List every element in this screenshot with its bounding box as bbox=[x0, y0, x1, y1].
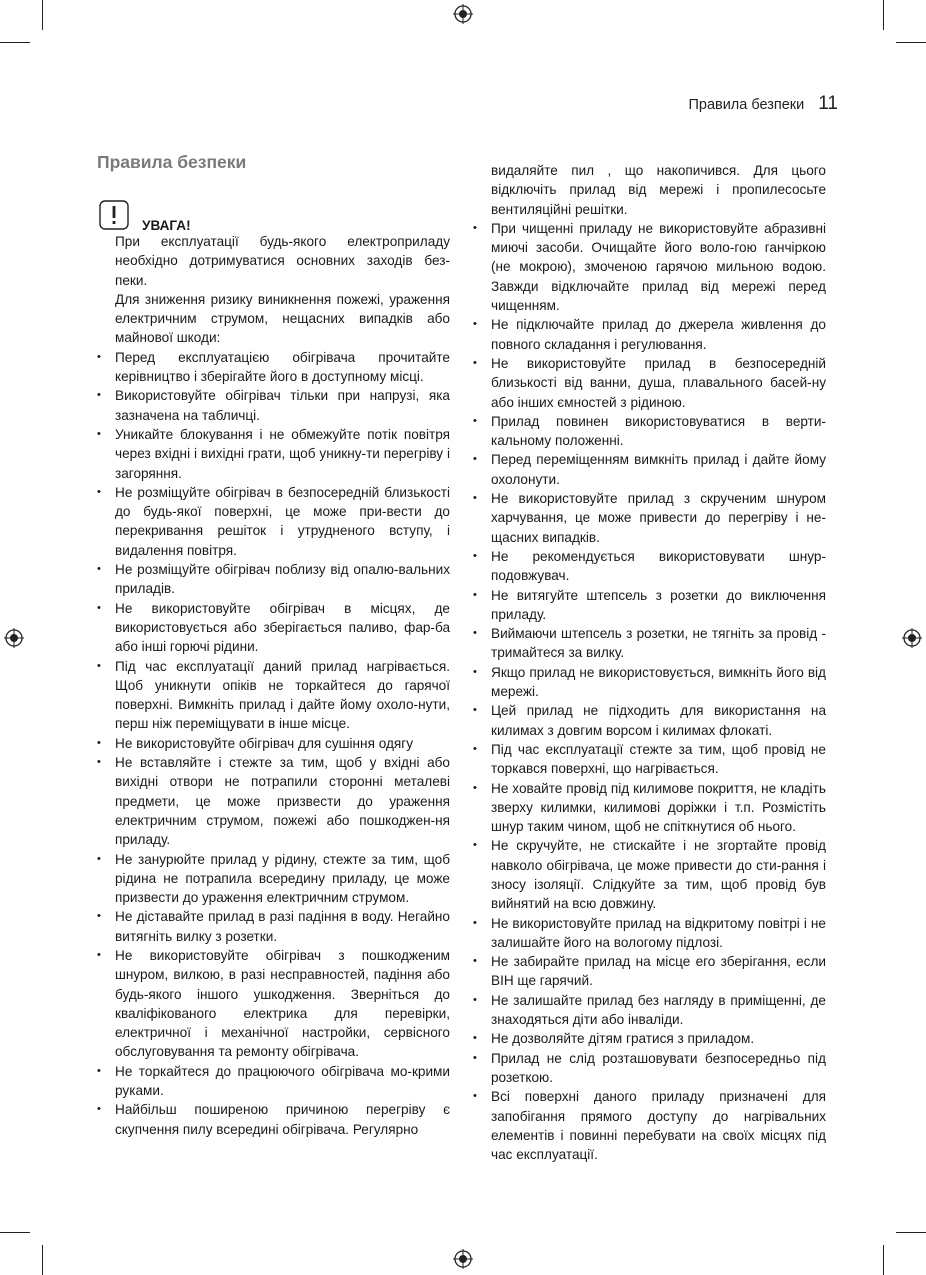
warning-heading bbox=[97, 200, 450, 232]
list-item: • Перед переміщенням вимкніть прилад і дайте йому охолонути. bbox=[473, 450, 826, 489]
crop-mark-top-left-v bbox=[42, 0, 43, 30]
crop-mark-top-right-h bbox=[896, 42, 926, 43]
list-item: • Не дозволяйте дітям гратися з приладом. bbox=[473, 1029, 826, 1048]
list-item: • Під час експлуатації стежте за тим, щоб провід не торкався поверхні, що нагрівається. bbox=[473, 740, 826, 779]
crop-mark-top-right-v bbox=[883, 0, 884, 30]
list-item: • Уникайте блокування і не обмежуйте потік повітря через вхідні і вихідні грати, щоб уникну-ти перегріву і загоряння. bbox=[97, 425, 450, 483]
list-item: • Не скручуйте, не стискайте і не згортайте провід навколо обігрівача, це може привести до сти-рання і зносу ізоляції. Слідкуйте за тим, щоб провід був вийнятий на всю довжину. bbox=[473, 836, 826, 913]
right-bullet-list bbox=[473, 219, 826, 1165]
list-item: • Не розміщуйте обігрівач в безпосередній близькості до будь-якої поверхні, це може при-вести до перекривання решіток і утрудненого вступу, і видалення повітря. bbox=[97, 483, 450, 560]
continuation-text: видаляйте пил , що накопичився. Для цього відключіть прилад від мережі і пропилесосьте вентиляційні решітки. bbox=[491, 163, 826, 217]
list-item: • Не забирайте прилад на місце его зберігання, если ВІН ще гарячий. bbox=[473, 952, 826, 991]
list-item: • Прилад повинен використовуватися в верти-кальному положенні. bbox=[473, 412, 826, 451]
section-title: Правила безпеки bbox=[97, 152, 247, 172]
list-item: • Під час експлуатації даний прилад нагрівається. Щоб уникнути опіків не торкайтеся до гарячої поверхні. Вимкніть прилад і дайте йому охоло-нути, перш ніж переміщувати в інше місце. bbox=[97, 657, 450, 734]
list-item: • При чищенні приладу не використовуйте абразивні миючі засоби. Очищайте його воло-гою ганчіркою (не мокрою), змоченою гарячою мильною водою. Завжди відключайте прилад від мережі перед чищенням. bbox=[473, 219, 826, 315]
registration-mark-top-icon bbox=[453, 4, 473, 24]
warning-intro-2: Для зниження ризику виникнення пожежі, ураження електричним струмом, нещасних випадків або майнової шкоди: bbox=[115, 291, 450, 346]
list-item: • Не занурюйте прилад у рідину, стежте за тим, щоб рідина не потрапила всередину приладу, це може призвести до ураження електричним струмом. bbox=[97, 850, 450, 908]
crop-mark-bottom-right-h bbox=[896, 1232, 926, 1233]
list-item: • Не залишайте прилад без нагляду в приміщенні, де знаходяться діти або інваліди. bbox=[473, 991, 826, 1030]
list-item: • Не вставляйте і стежте за тим, щоб у вхідні або вихідні отвори не потрапили сторонні металеві предмети, це може призвести до ураження електричним струмом, пожежі або пошкоджен-ня приладу. bbox=[97, 753, 450, 849]
page-number: 11 bbox=[818, 93, 838, 114]
list-item: • Не ховайте провід під килимове покриття, не кладіть зверху килимки, килимові доріжки і т.п. Розмістіть шнур таким чином, щоб не спіткнутися об нього. bbox=[473, 779, 826, 837]
list-item: • Перед експлуатацією обігрівача прочитайте керівництво і зберігайте його в доступному місці. bbox=[97, 348, 450, 387]
running-header bbox=[688, 93, 838, 115]
list-item: • Не використовуйте прилад в безпосередній близькості від ванни, душа, плавального басей-ну або інших ємностей з рідиною. bbox=[473, 354, 826, 412]
list-item: • Якщо прилад не використовується, вимкніть його від мережі. bbox=[473, 663, 826, 702]
list-item: • Не витягуйте штепсель з розетки до виключення приладу. bbox=[473, 586, 826, 625]
crop-mark-bottom-right-v bbox=[883, 1245, 884, 1275]
list-item: • Не використовуйте обігрівач в місцях, де використовується або зберігається паливо, фар-ба або інші горючі рідини. bbox=[97, 599, 450, 657]
warning-label: УВАГА! bbox=[142, 218, 191, 233]
list-item: • Найбільш поширеною причиною перегріву є скупчення пилу всередині обігрівача. Регулярно bbox=[97, 1100, 450, 1139]
header-title: Правила безпеки bbox=[688, 97, 805, 113]
left-column bbox=[97, 200, 450, 1139]
list-item: • Не використовуйте обігрівач для сушіння одягу bbox=[97, 734, 450, 753]
registration-mark-left-icon bbox=[4, 628, 24, 648]
crop-mark-bottom-left-h bbox=[0, 1232, 30, 1233]
list-item: • Не діставайте прилад в разі падіння в воду. Негайно витягніть вилку з розетки. bbox=[97, 907, 450, 946]
warning-icon bbox=[99, 200, 129, 230]
crop-mark-bottom-left-v bbox=[42, 1245, 43, 1275]
list-item: • Не рекомендується використовувати шнур-подовжувач. bbox=[473, 547, 826, 586]
list-item: • Не розміщуйте обігрівач поблизу від опалю-вальних приладів. bbox=[97, 560, 450, 599]
left-bullet-list bbox=[97, 348, 450, 1139]
warning-intro-1: При експлуатації будь-якого електроприладу необхідно дотримуватися основних заходів без-пеки. bbox=[115, 234, 450, 288]
list-item: • Прилад не слід розташовувати безпосередньо під розеткою. bbox=[473, 1049, 826, 1088]
registration-mark-bottom-icon bbox=[453, 1249, 473, 1269]
crop-mark-top-left-h bbox=[0, 42, 30, 43]
right-column bbox=[473, 161, 826, 1164]
list-item: • Не торкайтеся до працюючого обігрівача мо-крими руками. bbox=[97, 1062, 450, 1101]
registration-mark-right-icon bbox=[902, 628, 922, 648]
list-item: • Не підключайте прилад до джерела живлення до повного складання і регулювання. bbox=[473, 315, 826, 354]
list-item: • Цей прилад не підходить для використання на килимах з довгим ворсом і килимах флокаті. bbox=[473, 701, 826, 740]
list-item: • Не використовуйте прилад з скрученим шнуром харчування, це може привести до перегріву і не-щасних випадків. bbox=[473, 489, 826, 547]
list-item: • Не використовуйте прилад на відкритому повітрі і не залишайте його на вологому підлозі. bbox=[473, 914, 826, 953]
list-item: • Всі поверхні даного приладу призначені для запобігання прямого доступу до нагрівальних елементів і повинні перебувати на своїх місцях під час експлуатації. bbox=[473, 1087, 826, 1164]
list-item: • Виймаючи штепсель з розетки, не тягніть за провід - тримайтеся за вилку. bbox=[473, 624, 826, 663]
list-item: • Не використовуйте обігрівач з пошкодженим шнуром, вилкою, в разі несправностей, падіння або будь-якого іншого ушкодження. Зверніться до кваліфікованого електрика для перевірки, електричної і механічної настройки, сервісного обслуговування та ремонту обігрівача. bbox=[97, 946, 450, 1062]
list-item: • Використовуйте обігрівач тільки при напрузі, яка зазначена на табличці. bbox=[97, 386, 450, 425]
